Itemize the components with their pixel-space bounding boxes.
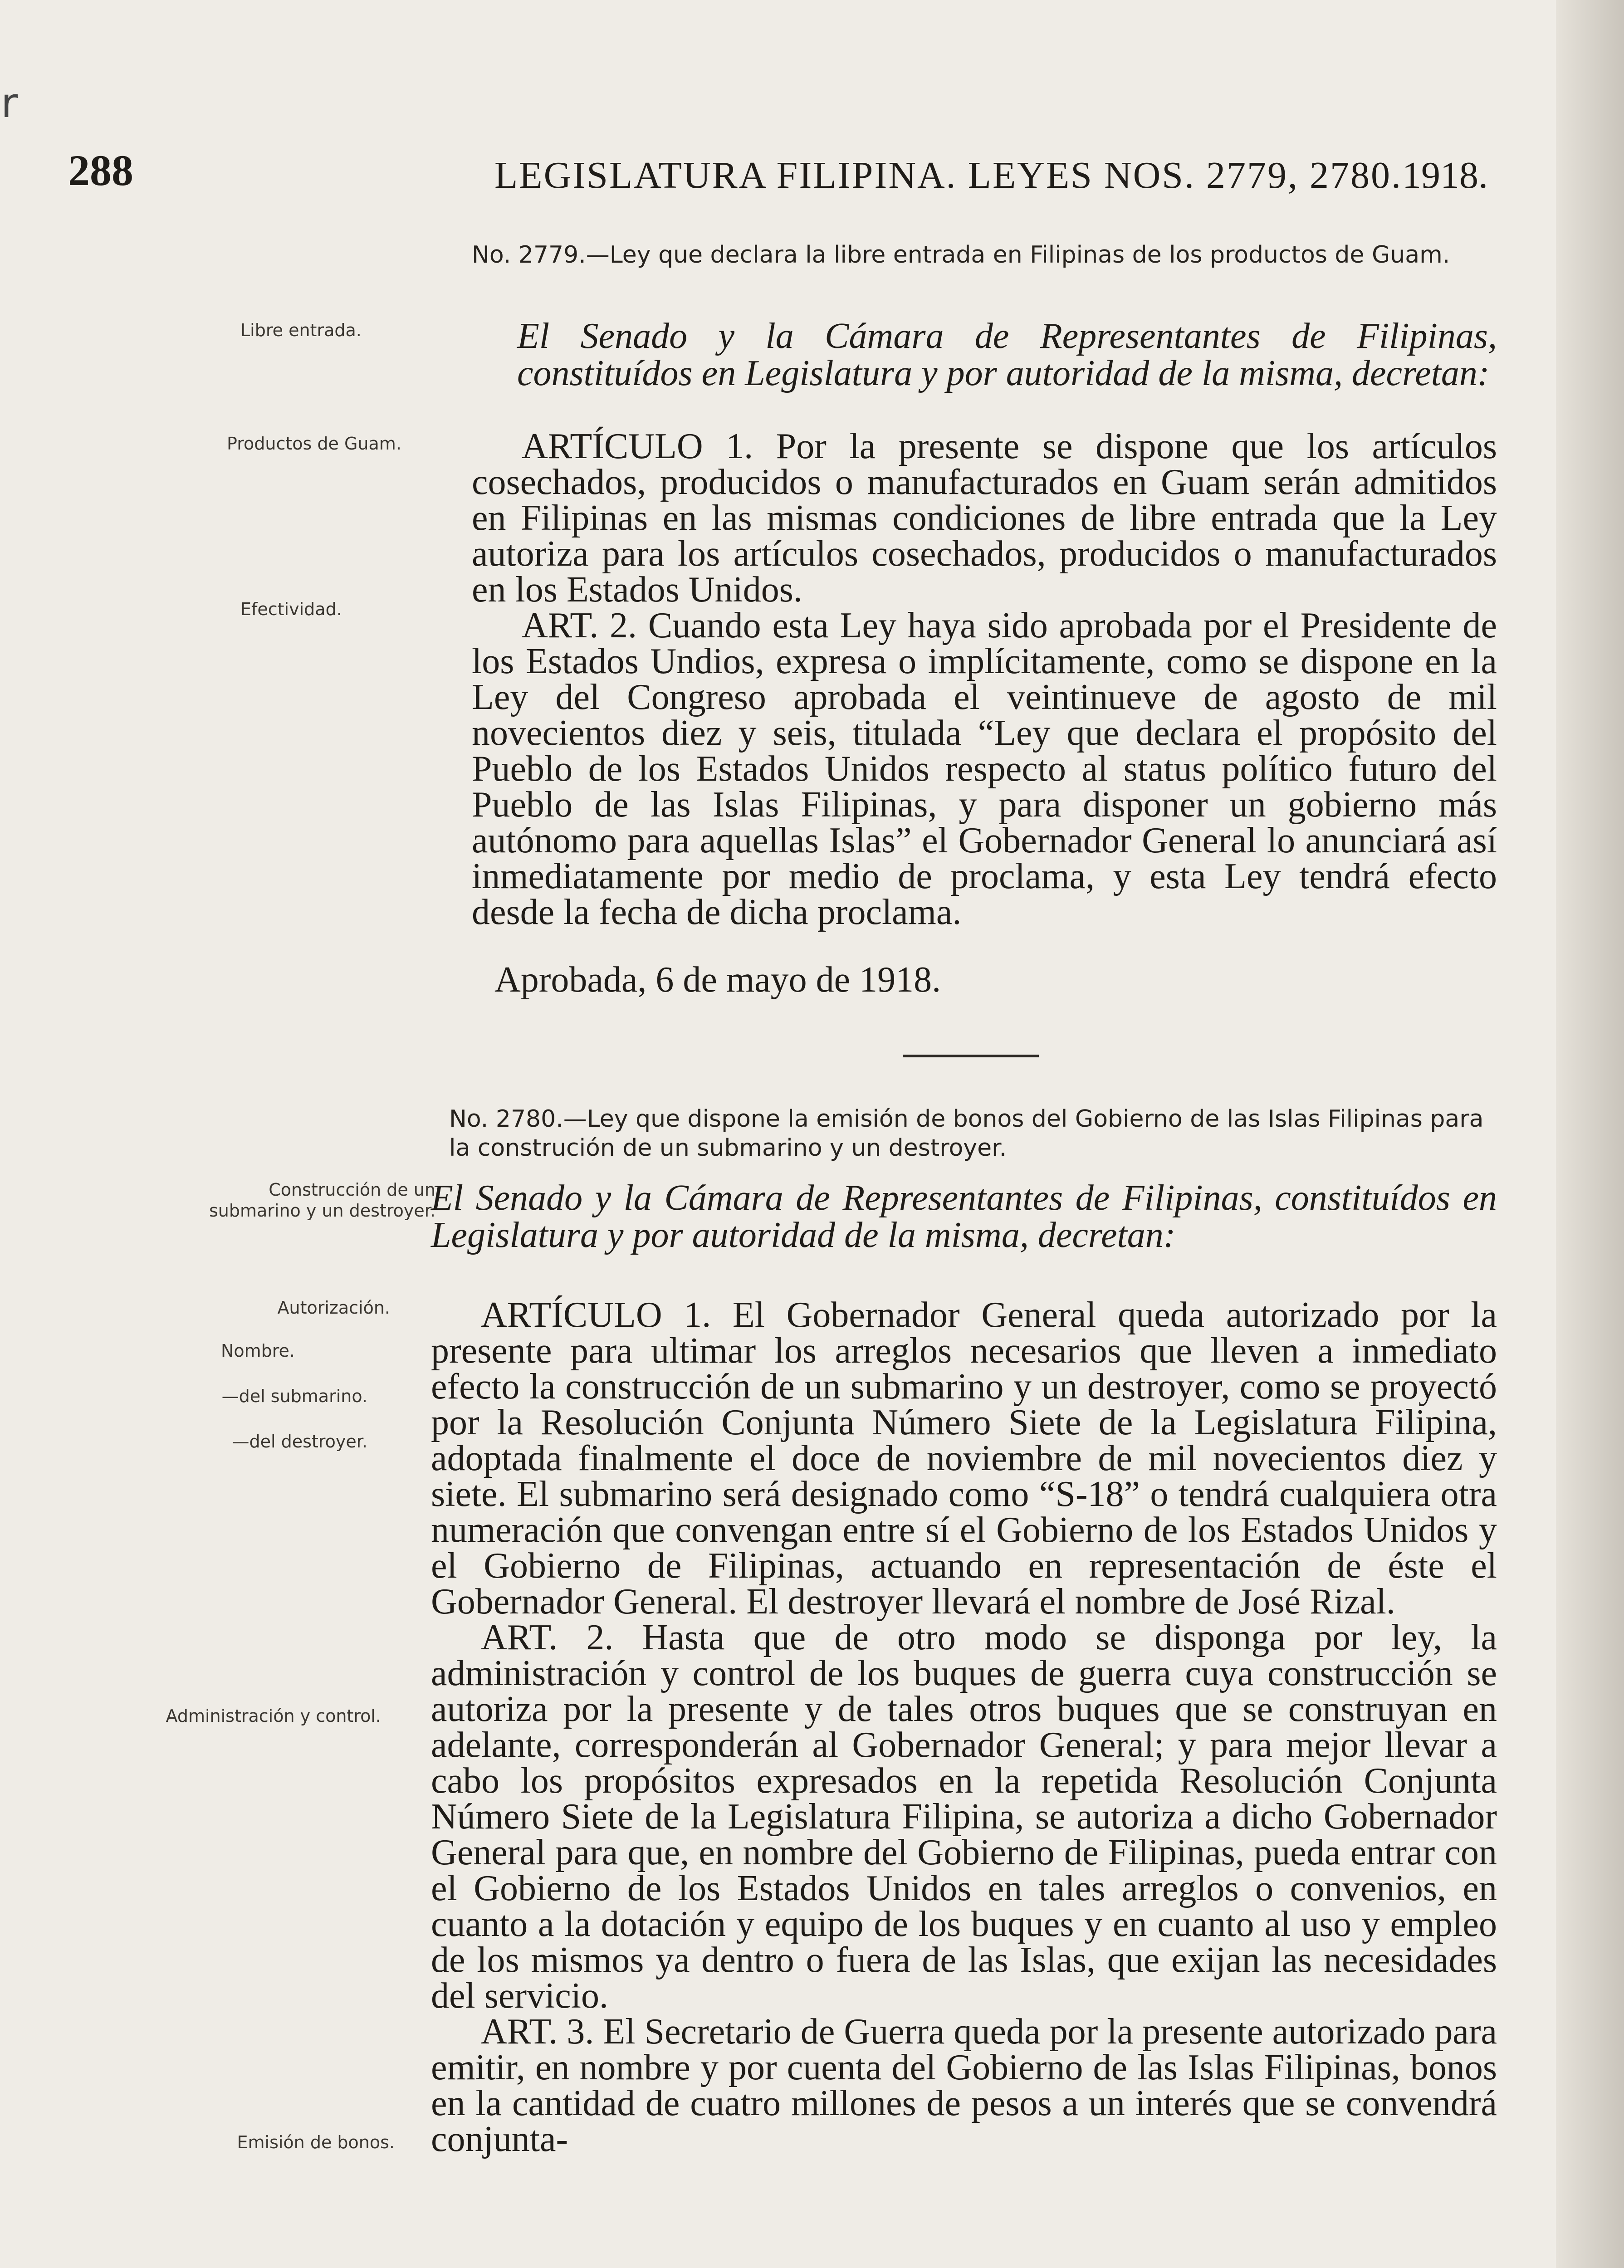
margin-note-submarino: —del submarino. <box>221 1386 367 1406</box>
running-head <box>68 145 1497 200</box>
act-2779-body <box>472 426 1497 932</box>
page-edge-shadow <box>1556 0 1624 2268</box>
act-2779-title: No. 2779.—Ley que declara la libre entrada en Filipinas de los productos de Guam. <box>472 241 1450 269</box>
act-2779-approved: Aprobada, 6 de mayo de 1918. <box>494 960 941 1000</box>
page-number: 288 <box>68 146 133 195</box>
margin-note-libre-entrada: Libre entrada. <box>240 320 362 340</box>
margin-note-productos: Productos de Guam. <box>227 434 401 454</box>
edge-mark: r <box>1 79 18 127</box>
running-head-year: 1918. <box>1402 154 1488 196</box>
section-separator <box>903 1055 1039 1057</box>
article-label: ART. 3. <box>481 2012 594 2052</box>
margin-note-nombre: Nombre. <box>220 1341 295 1361</box>
act-2779-article-2 <box>472 608 1497 930</box>
article-label: ARTÍCULO 1. <box>481 1295 711 1335</box>
article-text: Hasta que de otro modo se disponga por ley, la administración y control de los buques de guerra cuya construcción se autoriza por la presente y de tales otros buques que se construyan en adelante, corresponderán al Gobernador General; y para mejor llevar a cabo los propósitos expresados en la repetida Resolución Conjunta Número Siete de la Legislatura Filipina, se autoriza a dicho Gobernador General para que, en nombre del Gobierno de Filipinas, pueda entrar con el Gobierno de los Estados Unidos en tales arreglos o convenios, en cuanto a la dotación y equipo de los buques y en cuanto al uso y empleo de los mismos ya dentro o fuera de las Islas, que exijan las necesidades del servicio. <box>431 1618 1497 2016</box>
article-label: ART. 2. <box>522 606 637 645</box>
act-2780-article-3 <box>431 2014 1497 2157</box>
margin-note-administracion: Administración y control. <box>166 1706 381 1726</box>
act-2780-body <box>431 1297 1497 2157</box>
article-text: El Gobernador General queda autorizado por la presente para ultimar los arreglos necesarios que lleven a inmediato efecto la construcción de un submarino y un destroyer, como se proyectó por la Resolución Conjunta Número Siete de la Legislatura Filipina, adoptada finalmente el doce de noviembre de mil novecientos diez y siete. El submarino será designado como “S-18” o tendrá cualquiera otra numeración que convengan entre sí el Gobierno de los Estados Unidos y el Gobierno de Filipinas, actuando en representación de éste el Gobernador General. El destroyer llevará el nombre de José Rizal. <box>431 1295 1497 1622</box>
act-2780-enacting-clause: El Senado y la Cámara de Representantes de Filipinas, constituídos en Legislatura y por autoridad de la misma, decretan: <box>431 1178 1497 1255</box>
margin-note-emision: Emisión de bonos. <box>237 2132 395 2152</box>
act-2779-enacting-clause: El Senado y la Cámara de Representantes de Filipinas, constituídos en Legislatura y por autoridad de la misma, decretan: <box>517 316 1497 393</box>
act-2780-title: No. 2780.—Ley que dispone la emisión de bonos del Gobierno de las Islas Filipinas para la construción de un submarino y un destroyer. <box>449 1105 1484 1162</box>
article-label: ARTÍCULO 1. <box>522 426 753 466</box>
article-label: ART. 2. <box>481 1618 614 1657</box>
margin-note-construccion: Construcción de un submarino y un destroyer. <box>209 1180 435 1221</box>
act-2780-article-1 <box>431 1297 1497 1620</box>
article-text: Por la presente se dispone que los artículos cosechados, producidos o manufacturados en Guam serán admitidos en Filipinas en las mismas condiciones de libre entrada que la Ley autoriza para los artículos cosechados, producidos o manufacturados en los Estados Unidos. <box>472 426 1497 610</box>
margin-note-autorizacion: Autorización. <box>277 1298 390 1318</box>
margin-note-destroyer: —del destroyer. <box>232 1432 367 1452</box>
running-head-title: LEGISLATURA FILIPINA. LEYES NOS. 2779, 2780. <box>494 154 1402 196</box>
margin-note-efectividad: Efectividad. <box>240 599 342 619</box>
article-text: El Secretario de Guerra queda por la presente autorizado para emitir, en nombre y por cuenta del Gobierno de las Islas Filipinas, bonos en la cantidad de cuatro millones de pesos a un interés que se convendrá conjunta- <box>431 2012 1497 2159</box>
act-2780-article-2 <box>431 1620 1497 2014</box>
act-2779-article-1 <box>472 426 1497 610</box>
article-text: Cuando esta Ley haya sido aprobada por el Presidente de los Estados Undios, expresa o implícitamente, como se dispone en la Ley del Congreso aprobada el veintinueve de agosto de mil novecientos diez y seis, titulada “Ley que declara el propósito del Pueblo de los Estados Unidos respecto al status político futuro del Pueblo de las Islas Filipinas, y para disponer un gobierno más autónomo para aquellas Islas” el Gobernador General lo anunciará así inmediatamente por medio de proclama, y esta Ley tendrá efecto desde la fecha de dicha proclama. <box>472 606 1497 932</box>
